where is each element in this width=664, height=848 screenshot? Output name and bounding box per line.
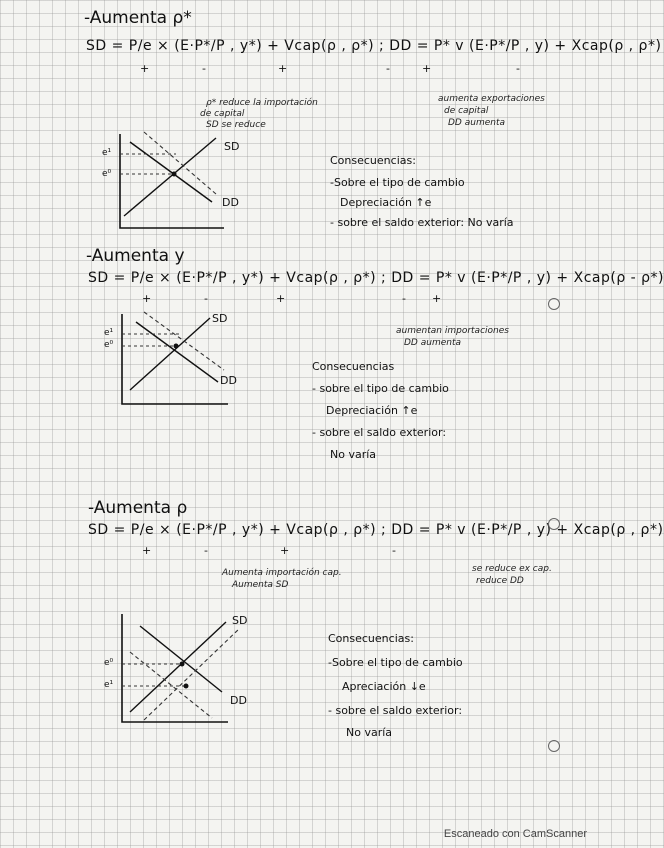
sd-curve <box>130 318 210 390</box>
sign-plus: + <box>432 292 442 305</box>
new-equilibrium-point <box>184 684 189 689</box>
consequence-line: - sobre el saldo exterior: <box>312 426 447 439</box>
axes <box>120 134 224 228</box>
sign-plus: + <box>278 62 288 75</box>
sign-plus: + <box>276 292 286 305</box>
consequences-heading: Consecuencias: <box>328 632 414 645</box>
note-line: ρ* reduce la importación <box>206 98 318 108</box>
dd-shifted-curve <box>130 652 212 718</box>
consequence-line: - sobre el saldo exterior: No varía <box>330 216 514 229</box>
axis-label-e1: e¹ <box>104 680 114 690</box>
sign-minus: - <box>204 544 208 557</box>
binder-ring <box>548 298 560 310</box>
sd-label: SD <box>224 140 240 153</box>
section-1-title: -Aumenta ρ* <box>84 8 192 28</box>
note-line: reduce DD <box>476 576 524 586</box>
sign-minus: - <box>386 62 390 75</box>
consequence-line: Apreciación ↓e <box>342 680 426 693</box>
note-line: de capital <box>444 106 489 116</box>
sign-plus: + <box>142 544 152 557</box>
binder-ring <box>548 740 560 752</box>
consequences-heading: Consecuencias: <box>330 154 416 167</box>
sign-minus: - <box>402 292 406 305</box>
sign-plus: + <box>422 62 432 75</box>
sd-shifted-curve <box>144 628 240 720</box>
dd-curve <box>140 626 222 692</box>
note-line: SD se reduce <box>206 120 266 130</box>
consequence-line: Depreciación ↑e <box>340 196 432 209</box>
sign-plus: + <box>142 292 152 305</box>
axis-label-e0: e⁰ <box>104 340 114 350</box>
consequence-line: Depreciación ↑e <box>326 404 418 417</box>
sign-minus: - <box>516 62 520 75</box>
equilibrium-point <box>172 172 177 177</box>
axes <box>122 614 228 722</box>
note-line: Aumenta SD <box>232 580 289 590</box>
axes <box>122 314 228 404</box>
note-line: aumenta exportaciones <box>438 94 545 104</box>
consequence-line: -Sobre el tipo de cambio <box>330 176 465 189</box>
consequence-line: No varía <box>330 448 377 461</box>
note-line: Aumenta importación cap. <box>222 568 342 578</box>
axis-label-e1: e¹ <box>104 328 114 338</box>
sd-curve <box>124 138 216 216</box>
sign-minus: - <box>202 62 206 75</box>
sign-minus: - <box>392 544 396 557</box>
consequence-line: - sobre el tipo de cambio <box>312 382 449 395</box>
sign-plus: + <box>140 62 150 75</box>
sd-label: SD <box>232 614 248 627</box>
consequence-line: No varía <box>346 726 393 739</box>
sign-plus: + <box>280 544 290 557</box>
note-line: DD aumenta <box>448 118 505 128</box>
supply-demand-diagram <box>106 312 256 412</box>
binder-ring <box>548 518 560 530</box>
sign-minus: - <box>204 292 208 305</box>
axis-label-e0: e⁰ <box>102 169 112 179</box>
section-1-equation: SD = P/e × (E·P*/P , y*) + Vcap(ρ , ρ*) ; DD = P* v (E·P*/P , y) + Xcap(ρ , ρ*) <box>86 38 662 54</box>
equilibrium-point <box>180 662 185 667</box>
axis-label-e0: e⁰ <box>104 658 114 668</box>
note-line: DD aumenta <box>404 338 461 348</box>
note-line: aumentan importaciones <box>396 326 509 336</box>
consequences-heading: Consecuencias <box>312 360 395 373</box>
sd-label: SD <box>212 312 228 325</box>
section-3-title: -Aumenta ρ <box>88 498 188 518</box>
consequence-line: -Sobre el tipo de cambio <box>328 656 463 669</box>
dd-label: DD <box>222 196 239 209</box>
dd-shifted-curve <box>144 132 216 194</box>
scanner-watermark: Escaneado con CamScanner <box>443 828 587 840</box>
axis-label-e1: e¹ <box>102 148 112 158</box>
section-2-graph <box>106 312 256 416</box>
section-2-title: -Aumenta y <box>86 246 185 266</box>
section-2-equation: SD = P/e × (E·P*/P , y*) + Vcap(ρ , ρ*) ; DD = P* v (E·P*/P , y) + Xcap(ρ - ρ*) <box>88 270 664 286</box>
sd-curve <box>130 622 226 712</box>
dd-label: DD <box>220 374 237 387</box>
supply-demand-diagram <box>104 612 264 732</box>
note-line: de capital <box>200 109 245 119</box>
dd-label: DD <box>230 694 247 707</box>
consequence-line: - sobre el saldo exterior: <box>328 704 463 717</box>
section-3-equation: SD = P/e × (E·P*/P , y*) + Vcap(ρ , ρ*) ; DD = P* v (E·P*/P , y) + Xcap(ρ , ρ*) <box>88 522 664 538</box>
section-3-graph <box>104 612 264 736</box>
equilibrium-point <box>174 344 179 349</box>
note-line: se reduce ex cap. <box>472 564 552 574</box>
section-1-graph <box>104 132 254 246</box>
